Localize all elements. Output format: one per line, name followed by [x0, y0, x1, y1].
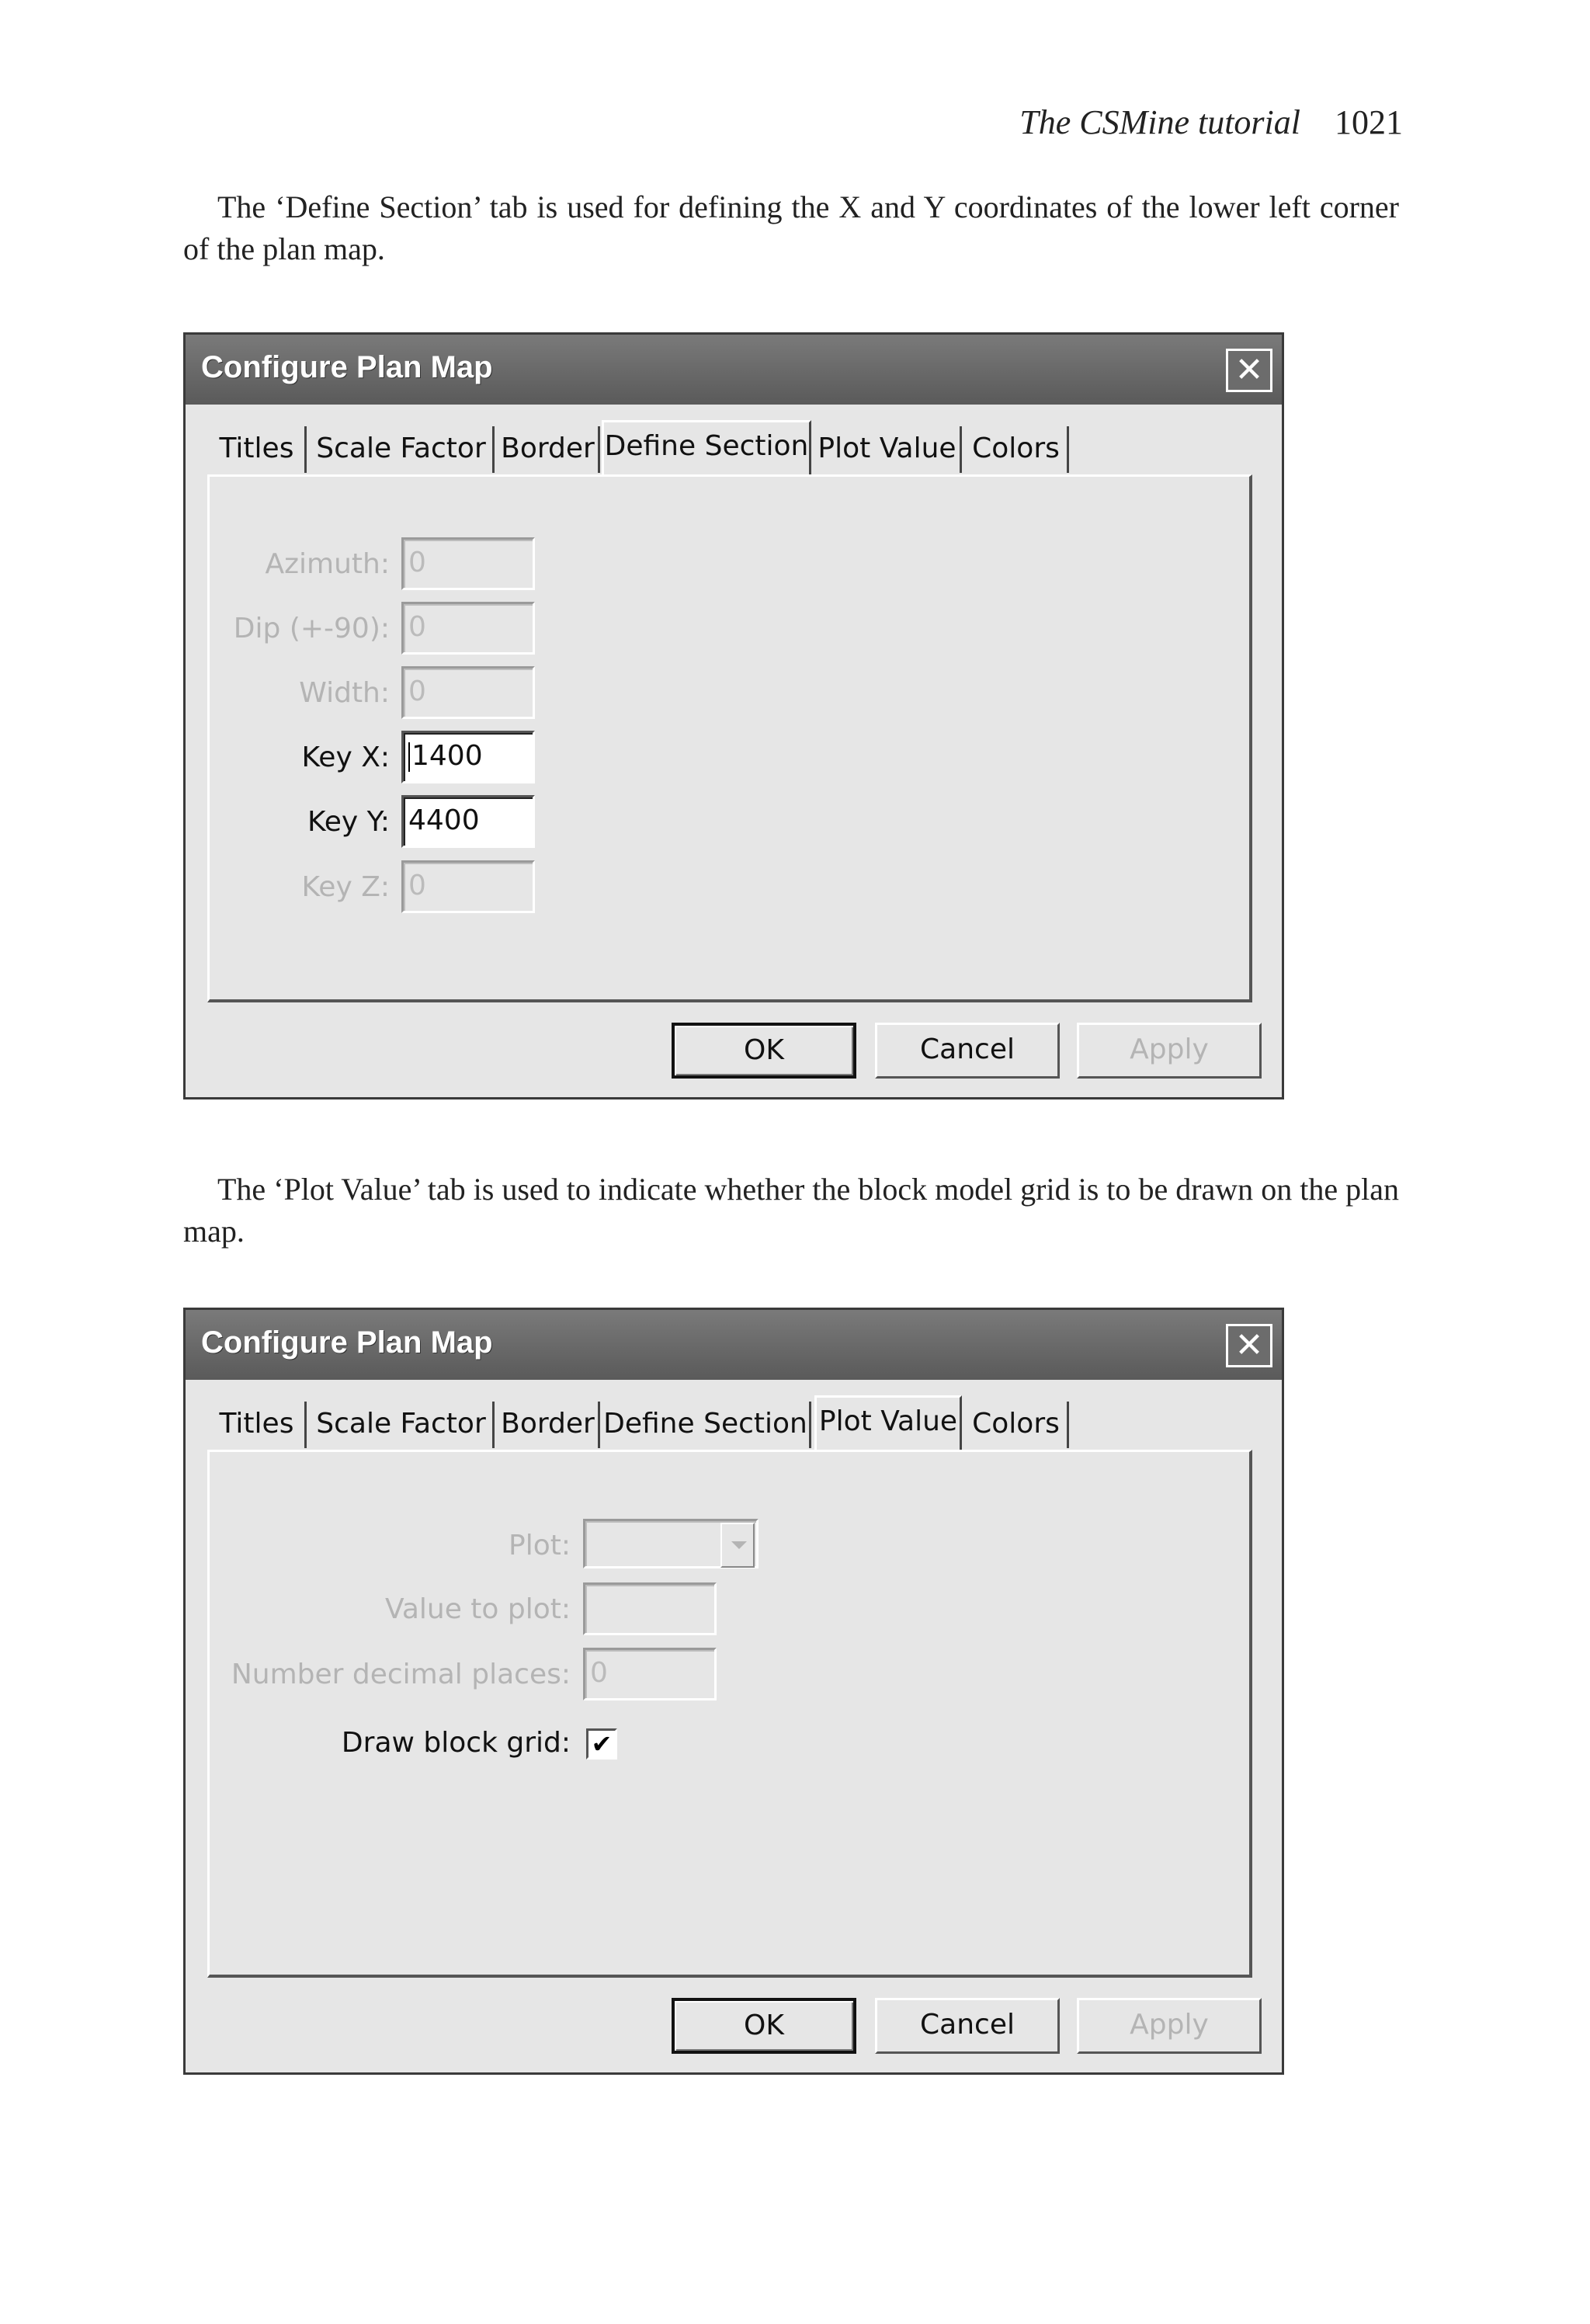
key-y-label: Key Y:: [307, 806, 390, 838]
key-x-label: Key X:: [301, 742, 390, 773]
row-key-y: [210, 795, 390, 851]
row-plot: [210, 1519, 571, 1575]
running-head: [1019, 102, 1403, 142]
key-x-value: 1400: [411, 740, 483, 772]
dialog-title: Configure Plan Map: [201, 1325, 493, 1360]
tab-border[interactable]: Border: [498, 1402, 600, 1448]
cancel-button[interactable]: Cancel: [875, 1023, 1060, 1079]
tab-scale-factor[interactable]: Scale Factor: [310, 1402, 495, 1448]
close-icon: ✕: [1234, 1325, 1264, 1365]
apply-button[interactable]: Apply: [1077, 1998, 1262, 2054]
close-icon: ✕: [1234, 350, 1264, 390]
row-dip: [210, 602, 390, 658]
width-input[interactable]: 0: [401, 666, 535, 719]
azimuth-input[interactable]: 0: [401, 537, 535, 590]
ok-button[interactable]: OK: [672, 1998, 856, 2054]
row-azimuth: [210, 537, 390, 593]
dialog-title: Configure Plan Map: [201, 350, 493, 384]
key-z-label: Key Z:: [301, 871, 390, 903]
draw-block-grid-checkbox[interactable]: [586, 1728, 617, 1760]
tab-plot-value[interactable]: Plot Value: [814, 1395, 962, 1450]
row-decimal-places: [210, 1648, 571, 1704]
tab-titles[interactable]: Titles: [209, 426, 307, 473]
apply-button[interactable]: Apply: [1077, 1023, 1262, 1079]
configure-plan-map-dialog-define-section: [183, 332, 1284, 1099]
plot-combobox[interactable]: [583, 1519, 759, 1568]
tab-define-section[interactable]: Define Section: [602, 420, 811, 474]
value-to-plot-label: Value to plot:: [384, 1593, 571, 1625]
running-head-title: The CSMine tutorial: [1019, 103, 1300, 141]
key-y-input[interactable]: 4400: [401, 795, 535, 848]
text-caret: [408, 742, 410, 772]
tab-define-section[interactable]: Define Section: [602, 1402, 811, 1448]
row-key-x: [210, 731, 390, 787]
close-button[interactable]: [1226, 349, 1272, 392]
row-value-to-plot: [210, 1582, 571, 1638]
page-number: 1021: [1335, 103, 1403, 141]
value-to-plot-input[interactable]: [583, 1582, 717, 1635]
configure-plan-map-dialog-plot-value: [183, 1308, 1284, 2075]
tab-colors[interactable]: Colors: [965, 1402, 1069, 1448]
ok-button[interactable]: OK: [672, 1023, 856, 1079]
key-x-input[interactable]: [401, 731, 535, 783]
close-button[interactable]: [1226, 1324, 1272, 1367]
check-icon: ✔: [591, 1729, 613, 1759]
plot-label: Plot:: [509, 1530, 571, 1561]
tab-colors[interactable]: Colors: [965, 426, 1069, 473]
tab-border[interactable]: Border: [498, 426, 600, 473]
cancel-button[interactable]: Cancel: [875, 1998, 1060, 2054]
row-key-z: [210, 860, 390, 916]
paragraph-define-section: The ‘Define Section’ tab is used for defining the X and Y coordinates of the lower left corner of the plan map.: [183, 189, 1399, 266]
row-width: [210, 666, 390, 722]
decimal-places-label: Number decimal places:: [231, 1659, 571, 1690]
tab-panel-plot-value: [207, 1450, 1252, 1978]
tab-titles[interactable]: Titles: [209, 1402, 307, 1448]
azimuth-label: Azimuth:: [265, 548, 390, 580]
tab-scale-factor[interactable]: Scale Factor: [310, 426, 495, 473]
width-label: Width:: [299, 677, 390, 709]
title-bar[interactable]: [186, 1310, 1282, 1380]
dip-input[interactable]: 0: [401, 602, 535, 655]
title-bar[interactable]: [186, 335, 1282, 405]
tab-panel-define-section: [207, 474, 1252, 1002]
key-z-input[interactable]: 0: [401, 860, 535, 913]
chevron-down-icon[interactable]: [720, 1523, 755, 1568]
dip-label: Dip (+-90):: [233, 613, 390, 644]
paragraph-plot-value: The ‘Plot Value’ tab is used to indicate whether the block model grid is to be drawn on the plan map.: [183, 1172, 1399, 1249]
decimal-places-input[interactable]: 0: [583, 1648, 717, 1700]
tab-plot-value[interactable]: Plot Value: [814, 426, 962, 473]
draw-block-grid-label: Draw block grid:: [341, 1727, 571, 1759]
row-draw-block-grid: [210, 1716, 571, 1772]
